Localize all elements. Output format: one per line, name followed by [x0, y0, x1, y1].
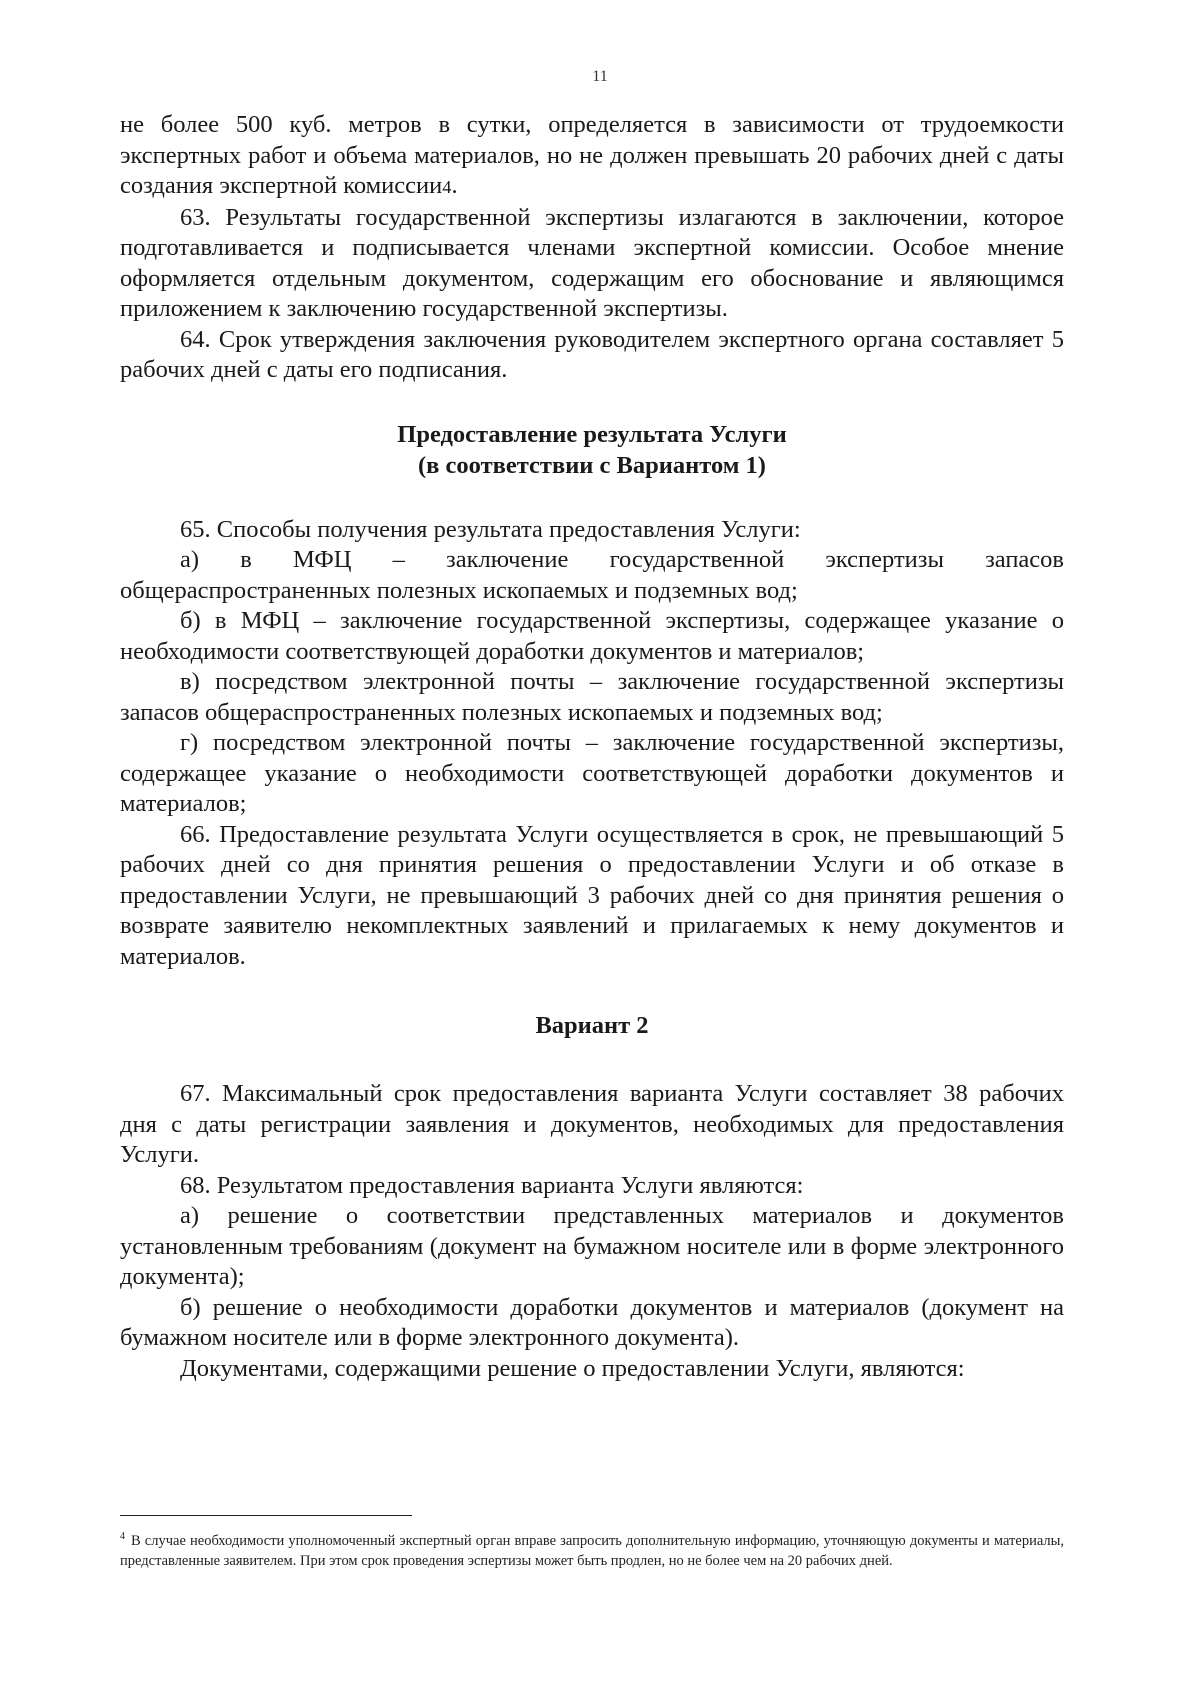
footnote-text: В случае необходимости уполномоченный экспертный орган вправе запросить дополнительную информацию, уточняющую документы и материалы, представленные заявителем. При этом срок проведения эспертизы может быть продлен, но не более чем на 20 рабочих дней. [120, 1533, 1064, 1569]
section-heading-title: Вариант 2 [535, 1012, 649, 1039]
paragraph-62-continuation: не более 500 куб. метров в сутки, определяется в зависимости от трудоемкости экспертных работ и объема материалов, но не должен превышать 20 рабочих дней с даты создания экспертной комиссии4. [120, 111, 1064, 199]
footnote-reference: 4 [442, 177, 452, 197]
paragraph-64: 64. Срок утверждения заключения руководителем экспертного органа составляет 5 рабочих дней с даты его подписания. [120, 325, 1064, 383]
paragraph-68-b: б) решение о необходимости доработки документов и материалов (документ на бумажном носителе или в форме электронного документа). [120, 1293, 1064, 1351]
footnote-divider [120, 1515, 412, 1516]
page-number: 11 [592, 68, 608, 85]
paragraph-63: 63. Результаты государственной экспертизы излагаются в заключении, которое подготавливается и подписывается членами экспертной комиссии. Особое мнение оформляется отдельным документом, содержащим его обоснование и являющимся приложением к заключению государственной экспертизы. [120, 203, 1064, 322]
paragraph-67: 67. Максимальный срок предоставления варианта Услуги составляет 38 рабочих дня с даты регистрации заявления и документов, необходимых для предоставления Услуги. [120, 1080, 1064, 1168]
paragraph-65-g: г) посредством электронной почты – заключение государственной экспертизы, содержащее указание о необходимости соответствующей доработки документов и материалов; [120, 729, 1064, 817]
paragraph-65-b: б) в МФЦ – заключение государственной экспертизы, содержащее указание о необходимости соответствующей доработки документов и материалов; [120, 607, 1064, 665]
footnote [120, 1527, 1064, 1571]
paragraph-65-v: в) посредством электронной почты – заключение государственной экспертизы запасов общераспространенных полезных ископаемых и подземных вод; [120, 668, 1064, 726]
document-body [120, 110, 1064, 1384]
section-heading-variant-2 [120, 1010, 1064, 1041]
section-heading-result-variant-1 [120, 419, 1064, 481]
paragraph-documents-intro: Документами, содержащими решение о предоставлении Услуги, являются: [180, 1354, 965, 1382]
paragraph-65: 65. Способы получения результата предоставления Услуги: [180, 515, 801, 543]
footnote-marker: 4 [120, 1531, 125, 1542]
paragraph-text: не более 500 куб. метров в сутки, определяется в зависимости от трудоемкости экспертных работ и объема материалов, но не должен превышать 20 рабочих дней с даты создания экспертной комиссии [120, 111, 1064, 199]
paragraph-65-a: а) в МФЦ – заключение государственной экспертизы запасов общераспространенных полезных ископаемых и подземных вод; [120, 546, 1064, 604]
section-heading-line-2: (в соответствии с Вариантом 1) [418, 451, 766, 479]
paragraph-66: 66. Предоставление результата Услуги осуществляется в срок, не превышающий 5 рабочих дней со дня принятия решения о предоставлении Услуги и об отказе в предоставлении Услуги, не превышающий 3 рабочих дней со дня принятия решения о возврате заявителю некомплектных заявлений и прилагаемых к нему документов и материалов. [120, 820, 1064, 970]
paragraph-68-a: а) решение о соответствии представленных материалов и документов установленным требованиям (документ на бумажном носителе или в форме электронного документа); [120, 1202, 1064, 1290]
paragraph-68: 68. Результатом предоставления варианта Услуги являются: [180, 1171, 804, 1199]
section-heading-line-1: Предоставление результата Услуги [397, 420, 787, 448]
